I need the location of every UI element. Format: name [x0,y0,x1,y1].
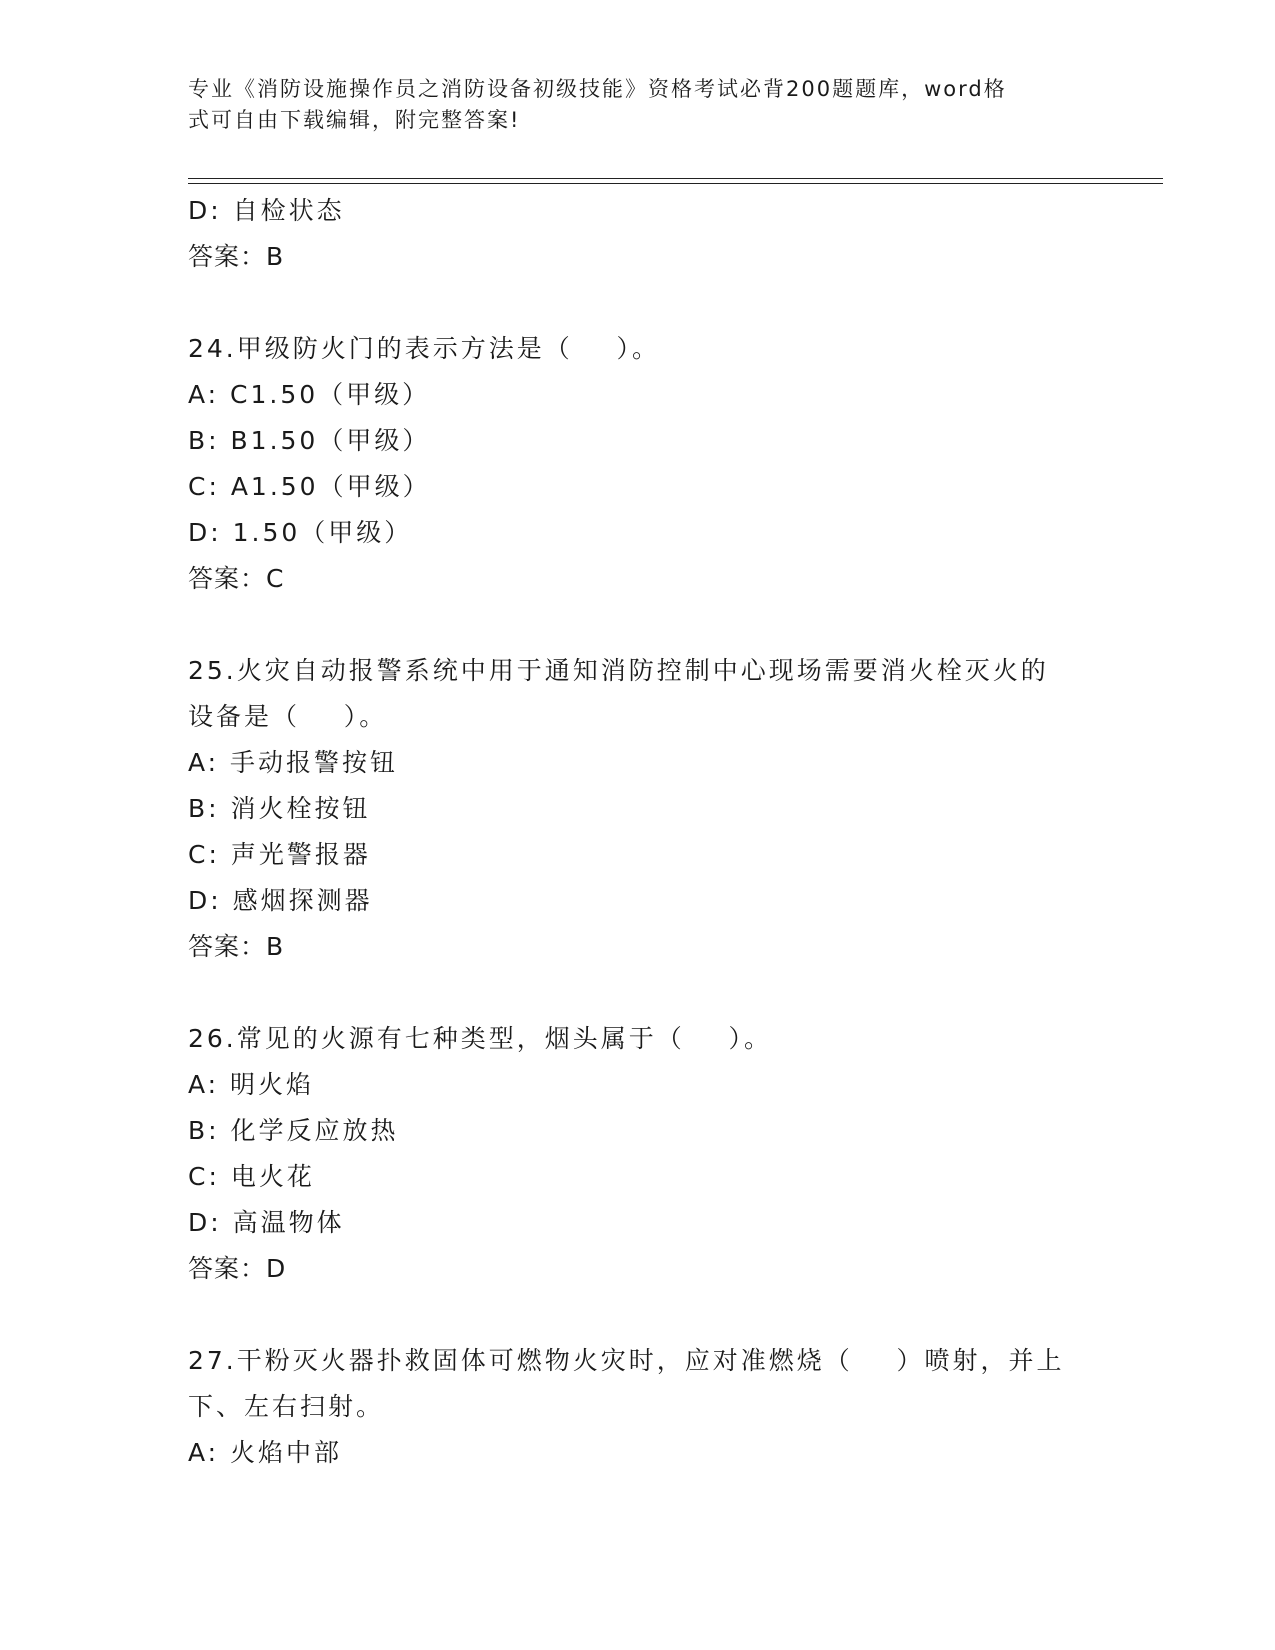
option-c: C: 声光警报器 [188,840,371,869]
question-text: 24.甲级防火门的表示方法是（ ）。 [188,334,661,363]
question-text-line-2: 下、左右扫射。 [188,1392,385,1421]
question-text-line-2: 设备是（ ）。 [188,702,388,731]
option-d: D: 1.50（甲级） [188,518,413,547]
option-c: C: 电火花 [188,1162,315,1191]
option-d: D: 感烟探测器 [188,886,373,915]
option-b: B: 消火栓按钮 [188,794,371,823]
document-header [188,74,1088,136]
option-a: A: 火焰中部 [188,1438,343,1467]
header-line-2: 式可自由下载编辑，附完整答案! [188,108,521,132]
prev-answer: 答案：B [188,242,285,271]
spacer [188,1292,1088,1338]
option-a: A: 明火焰 [188,1070,315,1099]
answer: 答案：B [188,932,285,961]
header-divider-top [188,178,1163,179]
answer: 答案：C [188,564,285,593]
answer: 答案：D [188,1254,287,1283]
option-a: A: 手动报警按钮 [188,748,399,777]
spacer [188,602,1088,648]
option-b: B: B1.50（甲级） [188,426,431,455]
question-text-line-1: 27.干粉灭火器扑救固体可燃物火灾时，应对准燃烧（ ）喷射，并上 [188,1346,1065,1375]
spacer [188,970,1088,1016]
prev-option-d: D: 自检状态 [188,196,345,225]
question-26 [188,1016,1088,1292]
option-b: B: 化学反应放热 [188,1116,399,1145]
header-divider-bottom [188,183,1163,184]
option-c: C: A1.50（甲级） [188,472,431,501]
question-27 [188,1338,1088,1476]
question-text: 26.常见的火源有七种类型，烟头属于（ ）。 [188,1024,773,1053]
spacer [188,280,1088,326]
option-a: A: C1.50（甲级） [188,380,431,409]
question-24 [188,326,1088,602]
option-d: D: 高温物体 [188,1208,345,1237]
question-content [188,188,1088,1476]
question-25 [188,648,1088,970]
header-line-1: 专业《消防设施操作员之消防设备初级技能》资格考试必背200题题库，word格 [188,77,1007,101]
question-text-line-1: 25.火灾自动报警系统中用于通知消防控制中心现场需要消火栓灭火的 [188,656,1049,685]
